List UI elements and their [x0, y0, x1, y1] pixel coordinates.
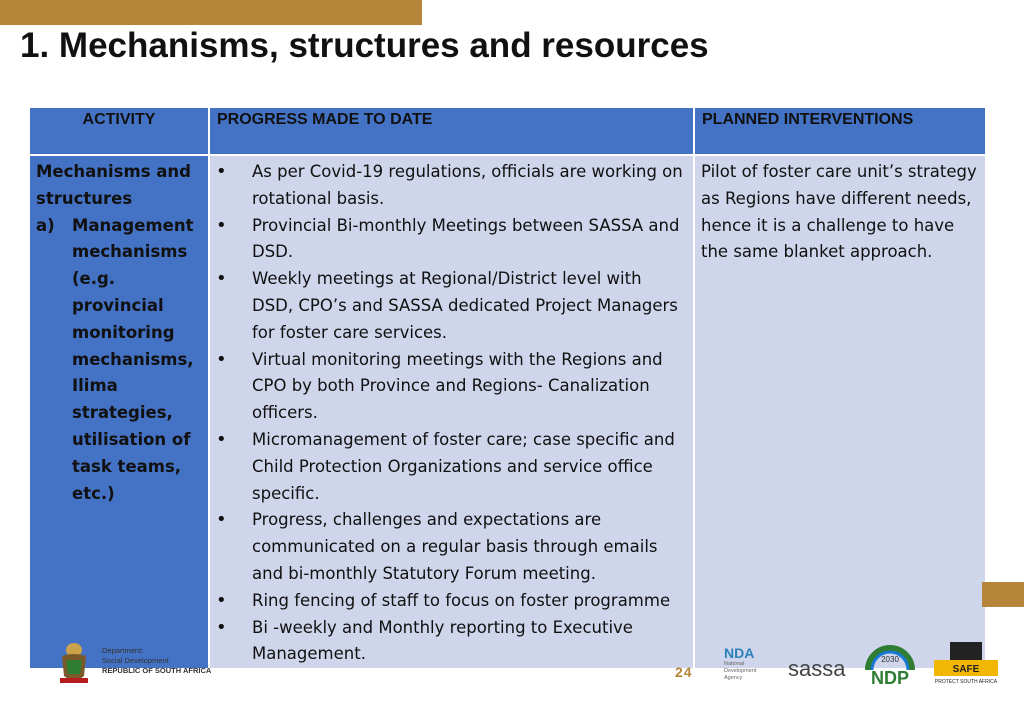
list-item: • As per Covid-19 regulations, officials are working on rotational basis. [216, 159, 687, 213]
progress-cell [209, 155, 694, 669]
svg-text:NDP: NDP [870, 668, 910, 688]
page-number: 24 [675, 664, 693, 680]
table-row [29, 155, 986, 669]
stay-safe-logo [934, 640, 998, 690]
list-item: • Progress, challenges and expectations are communicated on a regular basis through emails and bi-monthly Statutory Forum meeting. [216, 507, 687, 587]
list-item: • Weekly meetings at Regional/District level with DSD, CPO’s and SASSA dedicated Project Managers for foster care services. [216, 266, 687, 346]
progress-list [216, 159, 687, 668]
department-label: Department: Social Development REPUBLIC OF SOUTH AFRICA [102, 646, 212, 675]
col-header-progress: PROGRESS MADE TO DATE [209, 107, 694, 155]
page-title: 1. Mechanisms, structures and resources [20, 26, 709, 65]
sassa-logo: sassa [788, 656, 846, 681]
ndp-2030-logo [864, 640, 916, 688]
list-item: • Virtual monitoring meetings with the Regions and CPO by both Province and Regions- Canalization officers. [216, 347, 687, 427]
planned-cell [694, 155, 986, 669]
list-item: • Micromanagement of foster care; case specific and Child Protection Organizations and service office specific. [216, 427, 687, 507]
coat-of-arms-icon [56, 640, 92, 688]
col-header-planned: PLANNED INTERVENTIONS [694, 107, 986, 155]
svg-text:PROTECT SOUTH AFRICA: PROTECT SOUTH AFRICA [934, 679, 998, 685]
svg-text:SAFE: SAFE [952, 664, 980, 675]
top-accent-bar [0, 0, 422, 25]
list-item: • Bi -weekly and Monthly reporting to Executive Management. [216, 615, 687, 669]
activity-item-text: Management mechanisms (e.g. provincial monitoring mechanisms, Ilima strategies, utilisation of task teams, etc.) [72, 215, 194, 503]
progress-table [28, 106, 987, 670]
planned-text: Pilot of foster care unit’s strategy as Regions have different needs, hence it is a challenge to have the same blanket approach. [701, 162, 977, 262]
list-item: • Ring fencing of staff to focus on foster programme [216, 588, 687, 615]
list-item: • Provincial Bi-monthly Meetings between SASSA and DSD. [216, 213, 687, 267]
activity-cell [29, 155, 209, 669]
svg-text:2030: 2030 [881, 655, 899, 664]
col-header-activity: ACTIVITY [29, 107, 209, 155]
activity-item-marker: a) [36, 215, 55, 235]
activity-title: Mechanisms and structures [36, 162, 191, 208]
side-accent-tab [982, 582, 1024, 607]
table-header-row [29, 107, 986, 155]
nda-logo: NDA National Development Agency [724, 645, 757, 681]
